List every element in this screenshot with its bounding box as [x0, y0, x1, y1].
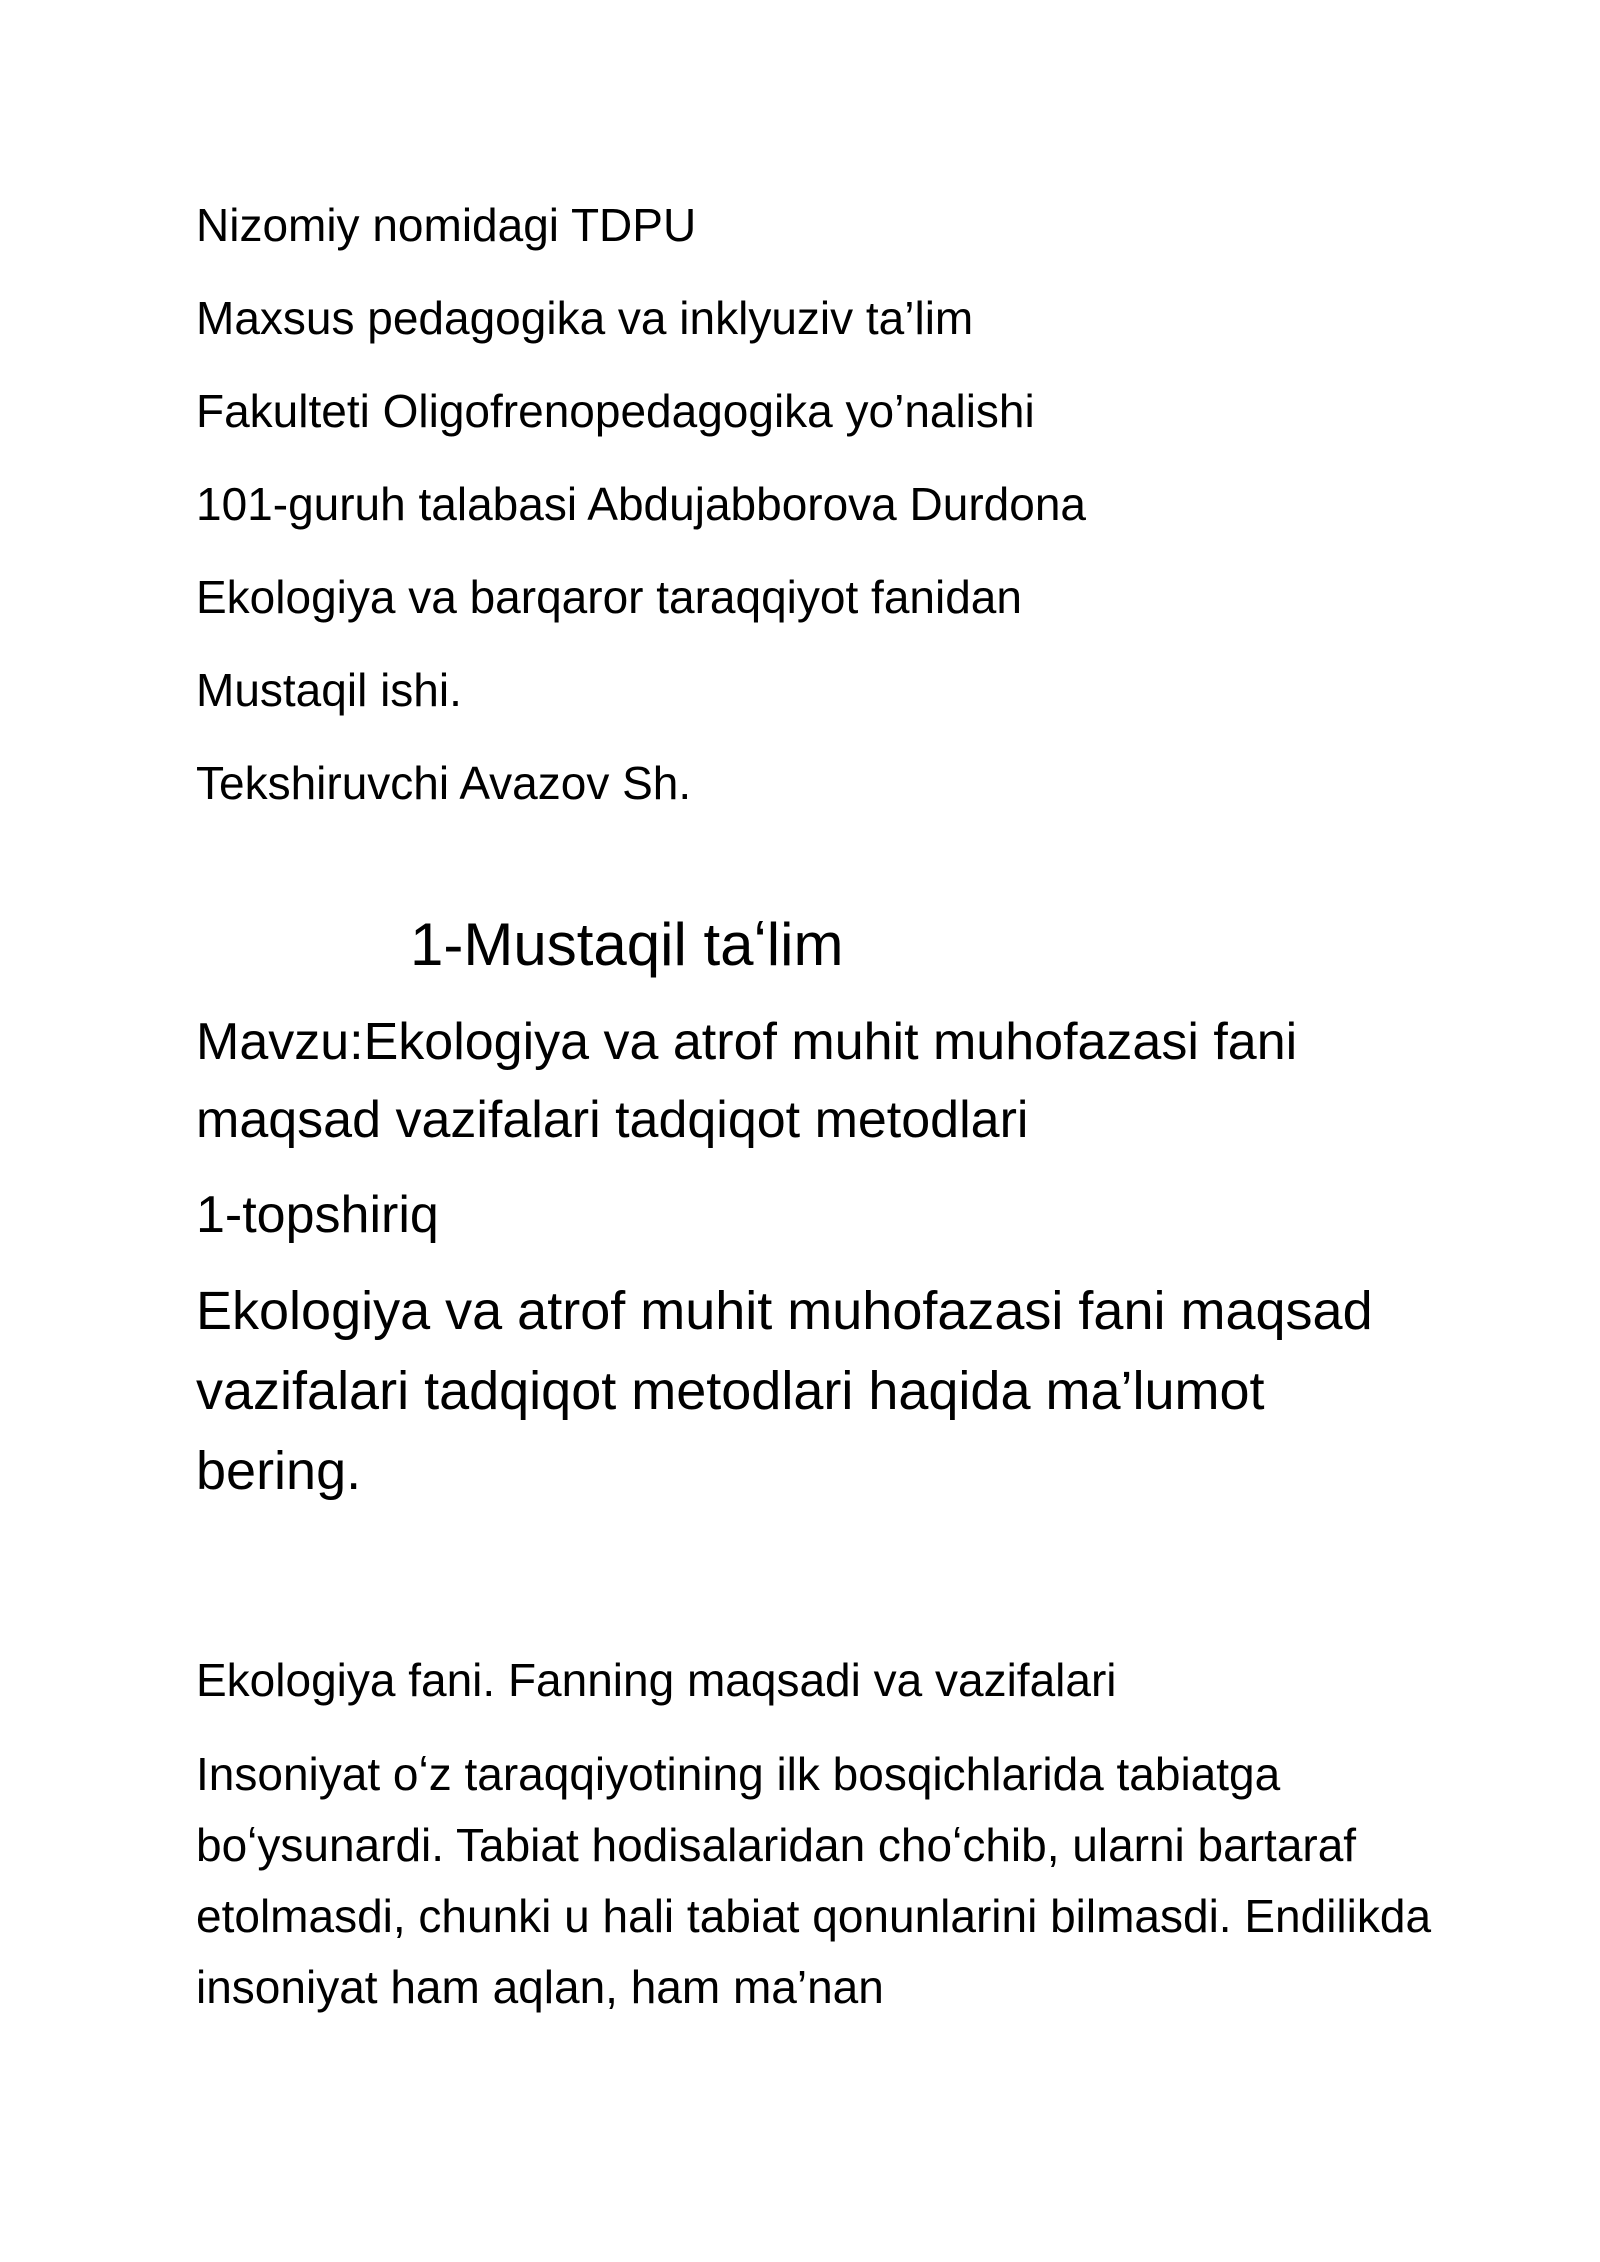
task-text: Ekologiya va atrof muhit muhofazasi fani maqsad vazifalari tadqiqot metodlari haqida ma’lumot bering. — [196, 1281, 1373, 1501]
reviewer-name: Tekshiruvchi Avazov Sh. — [196, 757, 692, 809]
section-title: Ekologiya fani. Fanning maqsadi va vazifalari — [196, 1654, 1117, 1706]
title-page-header — [196, 196, 1436, 812]
main-heading: 1-Mustaqil taʻlim — [410, 911, 844, 978]
subject-name: Ekologiya va barqaror taraqqiyot fanidan — [196, 571, 1022, 623]
department-name: Maxsus pedagogika va inklyuziv ta’lim — [196, 292, 974, 344]
student-info: 101-guruh talabasi Abdujabborova Durdona — [196, 478, 1086, 530]
topic-text: Mavzu:Ekologiya va atrof muhit muhofazasi fani maqsad vazifalari tadqiqot metodlari — [196, 1013, 1298, 1149]
university-name: Nizomiy nomidagi TDPU — [196, 199, 697, 251]
faculty-direction: Fakulteti Oligofrenopedagogika yo’nalishi — [196, 385, 1035, 437]
body-paragraph: Insoniyat oʻz taraqqiyotining ilk bosqichlarida tabiatga boʻysunardi. Tabiat hodisalaridan choʻchib, ularni bartaraf etolmasdi, chunki u hali tabiat qonunlarini bilmasdi. Endilikda insoniyat ham aqlan, ham ma’nan — [196, 1748, 1432, 2013]
document-content — [196, 196, 1436, 2023]
work-type: Mustaqil ishi. — [196, 664, 462, 716]
task-label: 1-topshiriq — [196, 1186, 439, 1244]
